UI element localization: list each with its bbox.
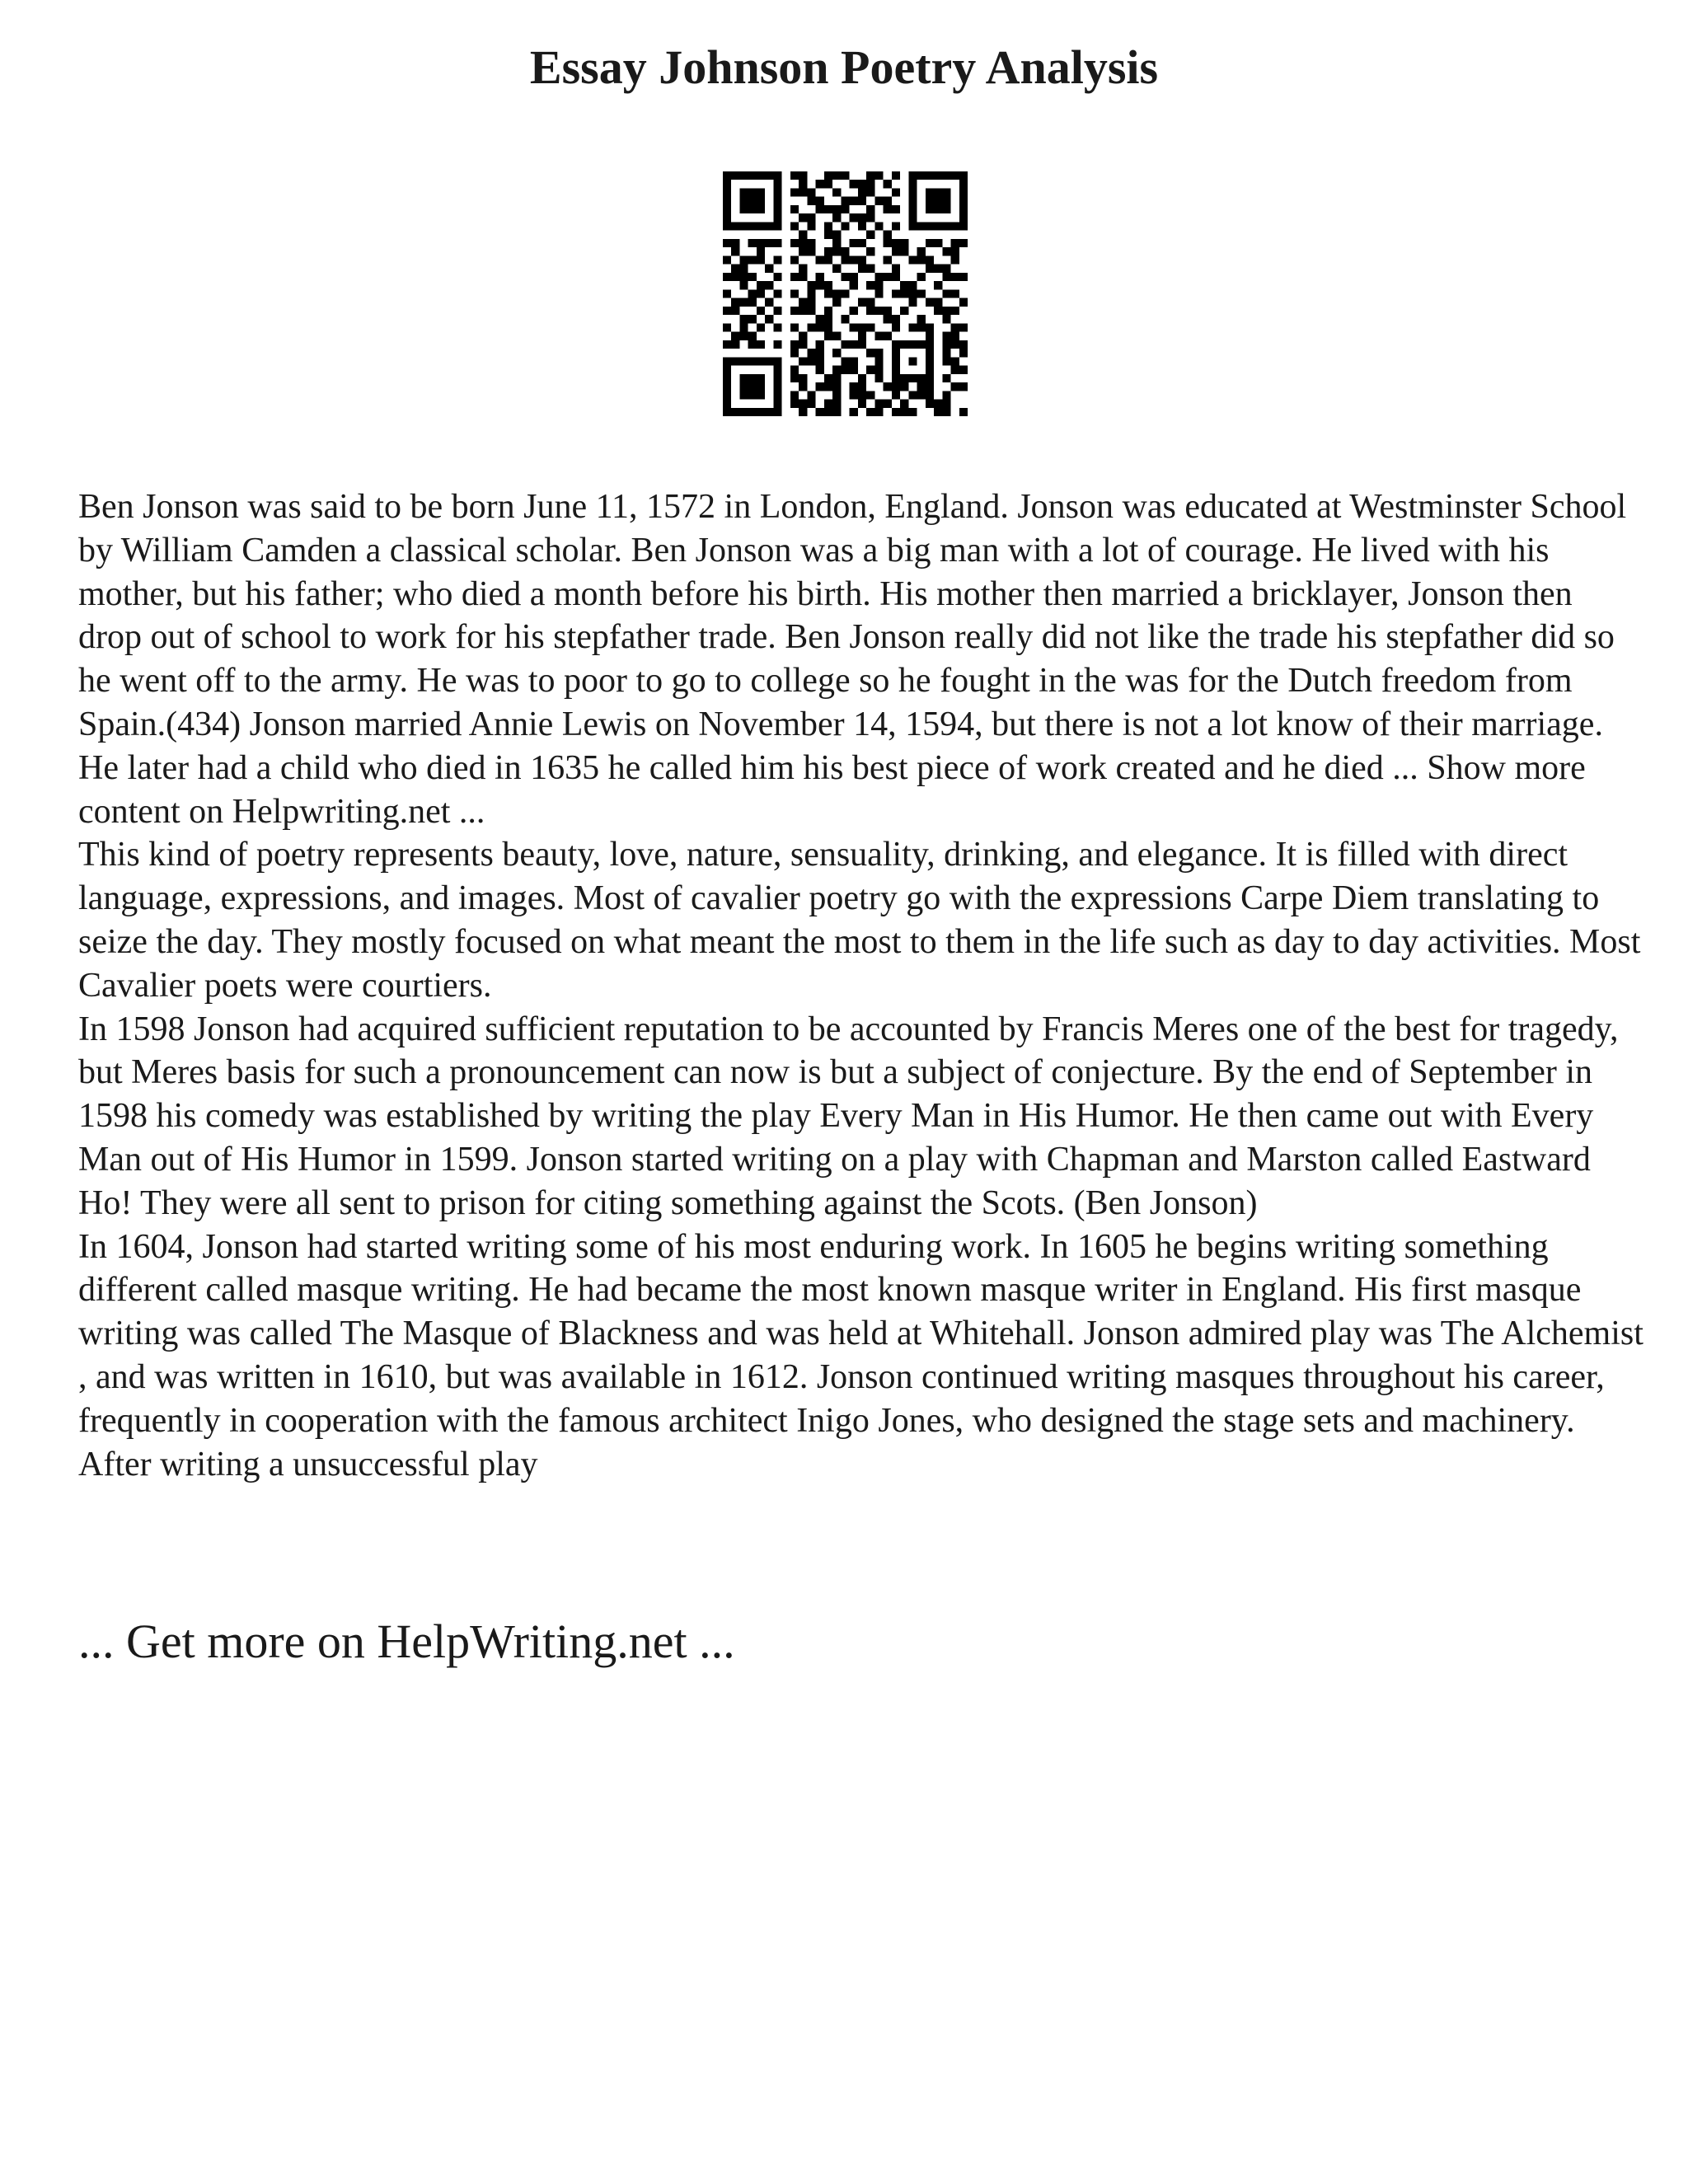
paragraph-1: Ben Jonson was said to be born June 11, 1572 in London, England. Jonson was educated at Westminster School by William Camden a classical scholar. Ben Jonson was a big man with a lot of courage. He lived with his mother, but his father; who died a month before his birth. His mother then married a bricklayer, Jonson then drop out of school to work for his stepfather trade. Ben Jonson really did not like the trade his stepfather did so he went off to the army. He was to poor to go to college so he fought in the was for the Dutch freedom from Spain.(434) Jonson married Annie Lewis on November 14, 1594, but there is not a lot know of their marriage. He later had a child who died in 1635 he called him his best piece of work created and he died ... Show more content on Helpwriting.net ... bbox=[78, 488, 1627, 831]
page-title: Essay Johnson Poetry Analysis bbox=[529, 40, 1159, 94]
paragraph-3: In 1598 Jonson had acquired sufficient reputation to be accounted by Francis Meres one of the best for tragedy, but Meres basis for such a pronouncement can now is but a subject of conjecture. By the end of September in 1598 his comedy was established by writing the play Every Man in His Humor. He then came out with Every Man out of His Humor in 1599. Jonson started writing on a play with Chapman and Marston called Eastward Ho! They were all sent to prison for citing something against the Scots. (Ben Jonson) bbox=[78, 1010, 1619, 1222]
get-more-link[interactable]: ... Get more on HelpWriting.net ... bbox=[78, 1615, 735, 1668]
essay-body bbox=[78, 485, 1644, 1486]
paragraph-4: In 1604, Jonson had started writing some of his most enduring work. In 1605 he begins writing something different called masque writing. He had became the most known masque writer in England. His first masque writing was called The Masque of Blackness and was held at Whitehall. Jonson admired play was The Alchemist , and was written in 1610, but was available in 1612. Jonson continued writing masques throughout his career, frequently in cooperation with the famous architect Inigo Jones, who designed the stage sets and machinery. After writing a unsuccessful play bbox=[78, 1227, 1643, 1483]
qr-code-icon bbox=[723, 171, 968, 416]
paragraph-2: This kind of poetry represents beauty, love, nature, sensuality, drinking, and elegance. It is filled with direct language, expressions, and images. Most of cavalier poetry go with the expressions Carpe Diem translating to seize the day. They mostly focused on what meant the most to them in the life such as day to day activities. Most Cavalier poets were courtiers. bbox=[78, 836, 1641, 1005]
